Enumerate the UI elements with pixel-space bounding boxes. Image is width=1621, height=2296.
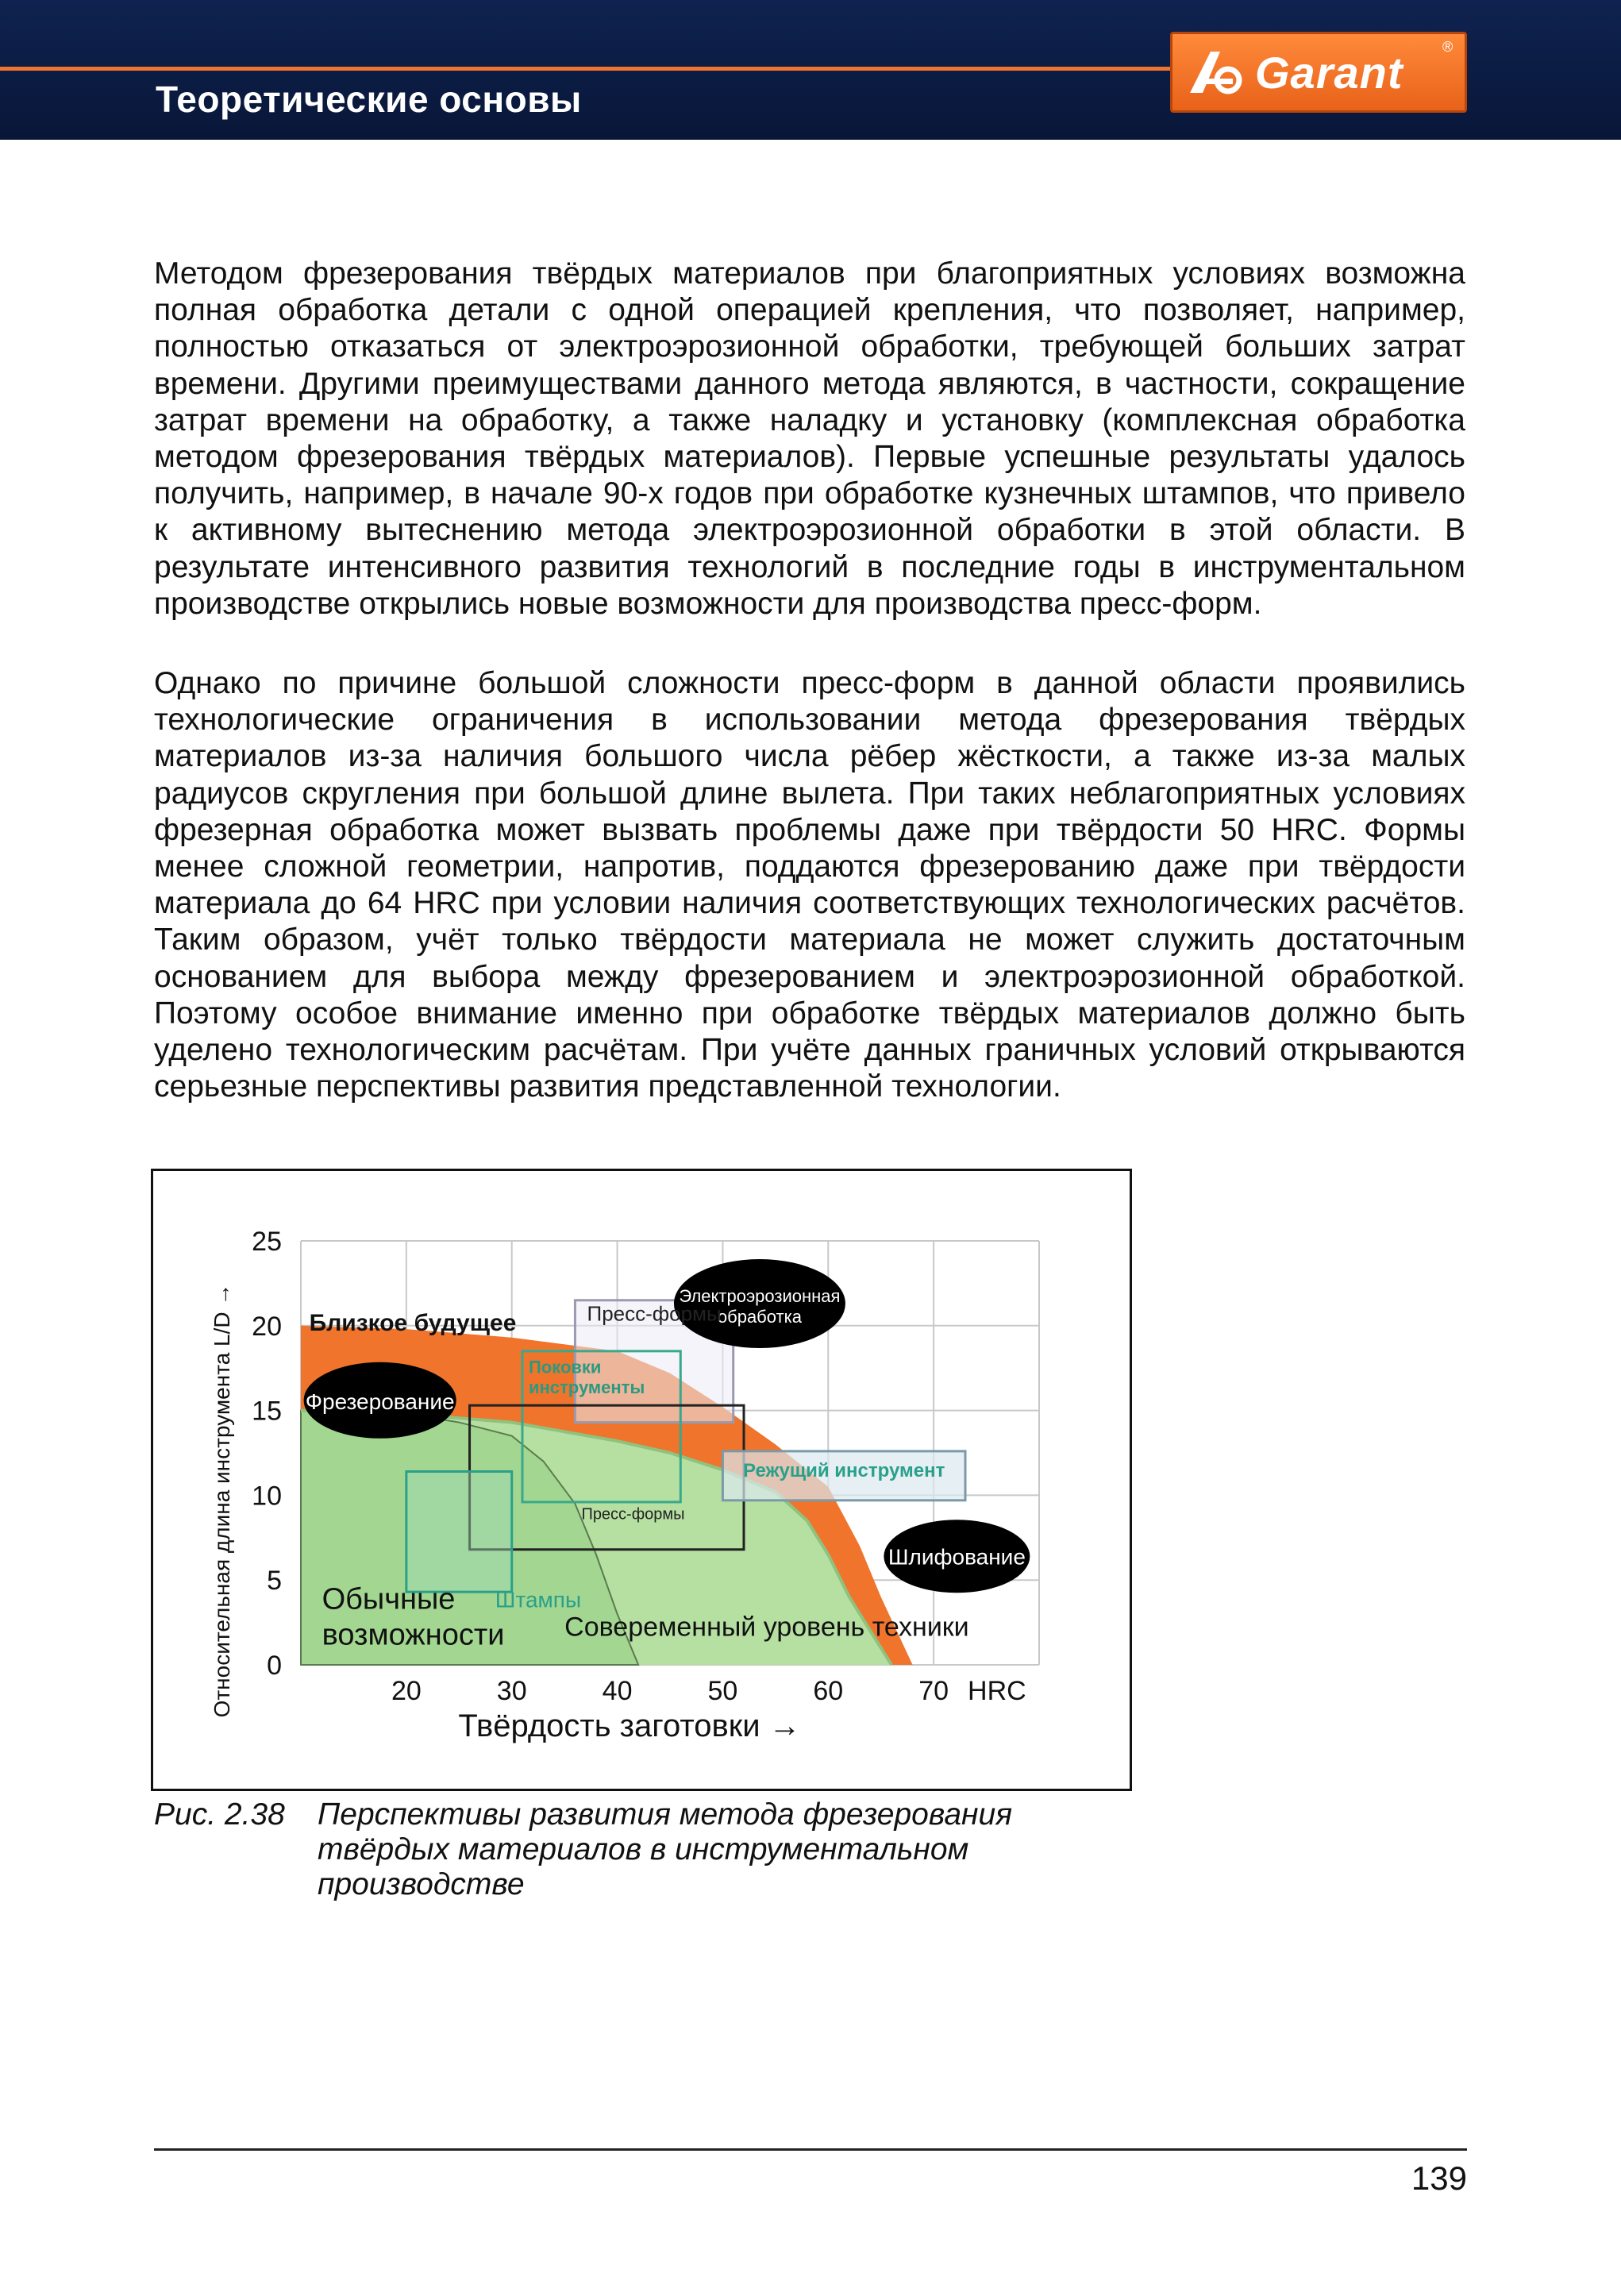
footer-rule: [154, 2148, 1467, 2151]
forgings-label-line2: инструменты: [528, 1377, 645, 1398]
press-forms-mid-label: Пресс-формы: [581, 1505, 685, 1524]
garant-logo-mark-icon: [1187, 47, 1250, 98]
grinding-label: Шлифование: [888, 1544, 1026, 1570]
y-tick-label: 20: [252, 1311, 282, 1342]
caption-label: Рис. 2.38: [154, 1797, 285, 1832]
header-accent-line: [0, 67, 1183, 71]
x-tick-label: 60: [813, 1676, 844, 1706]
usual-label-line2: возможности: [322, 1618, 505, 1652]
y-tick-label: 15: [252, 1396, 282, 1427]
figure-frame: [151, 1169, 1132, 1791]
y-tick-label: 0: [267, 1651, 282, 1681]
registered-mark: ®: [1442, 39, 1454, 55]
usual-label-line1: Обычные: [322, 1582, 456, 1616]
x-unit-label: HRC: [968, 1676, 1026, 1706]
press-forms-top-label: Пресс-формы: [587, 1301, 722, 1326]
x-axis-title: Твёрдость заготовки →: [458, 1709, 801, 1743]
x-tick-label: 70: [918, 1676, 949, 1706]
garant-logo-text: Garant: [1255, 48, 1403, 98]
x-tick-label: 30: [496, 1676, 527, 1706]
y-tick-label: 25: [252, 1227, 282, 1257]
state-of-art-label: Совеременный уровень техники: [564, 1612, 969, 1643]
chart: [153, 1171, 1130, 1789]
milling-label: Фрезерование: [305, 1389, 455, 1414]
cutting-tools-label: Режущий инструмент: [743, 1459, 945, 1481]
y-tick-label: 5: [267, 1566, 282, 1597]
y-tick-label: 10: [252, 1481, 282, 1512]
body-paragraph-2: Однако по причине большой сложности пресс-форм в данной области проявились технологические ограничения в использовании метода фрезерования твёрдых материалов из-за наличия большого числа рёбер жёсткости, а также из-за малых радиусов скругления при большой длине вылета. При таких неблагоприятных условиях фрезерная обработка может вызвать проблемы даже при твёрдости 50 HRC. Формы менее сложной геометрии, напротив, поддаются фрезерованию даже при твёрдости материала до 64 HRC при условии наличия соответствующих технологических расчётов. Таким образом, учёт только твёрдости материала не может служить достаточным основанием для выбора между фрезерованием и электроэрозионной обработкой. Поэтому особое внимание именно при обработке твёрдых материалов должно быть уделено технологическим расчётам. При учёте данных граничных условий открываются серьезные перспективы развития представленной технологии.: [154, 666, 1465, 1104]
forgings-label-line1: Поковки: [528, 1357, 602, 1377]
near-future-label: Близкое будущее: [309, 1310, 517, 1337]
section-title: Теоретические основы: [156, 79, 582, 120]
page-header: [0, 0, 1621, 140]
x-tick-label: 50: [707, 1676, 738, 1706]
caption-text: Перспективы развития метода фрезерования твёрдых материалов в инструментальном производстве: [318, 1797, 1013, 1901]
y-axis-title: Относительная длина инструмента L/D →: [210, 1283, 234, 1718]
page-number: 139: [1411, 2159, 1467, 2197]
edm-label-line1: Электроэрозионная: [679, 1286, 841, 1307]
edm-label-line2: обработка: [717, 1307, 802, 1327]
dies-box: [406, 1471, 512, 1592]
x-tick-label: 20: [391, 1676, 422, 1706]
x-tick-label: 40: [602, 1676, 633, 1706]
body-paragraph-1: Методом фрезерования твёрдых материалов при благоприятных условиях возможна полная обработка детали с одной операцией крепления, что позволяет, например, полностью отказаться от электроэрозионной обработки, требующей больших затрат времени. Другими преимуществами данного метода являются, в частности, сокращение затрат времени на обработку, а также наладку и установку (комплексная обработка методом фрезерования твёрдых материалов). Первые успешные результаты удалось получить, например, в начале 90-х годов при обработке кузнечных штампов, что привело к активному вытеснению метода электроэрозионной обработки в этой области. В результате интенсивного развития технологий в последние годы в инструментальном производстве открылись новые возможности для производства пресс-форм.: [154, 256, 1465, 621]
garant-logo: [1170, 32, 1467, 113]
dies-label: Штампы: [495, 1587, 582, 1612]
